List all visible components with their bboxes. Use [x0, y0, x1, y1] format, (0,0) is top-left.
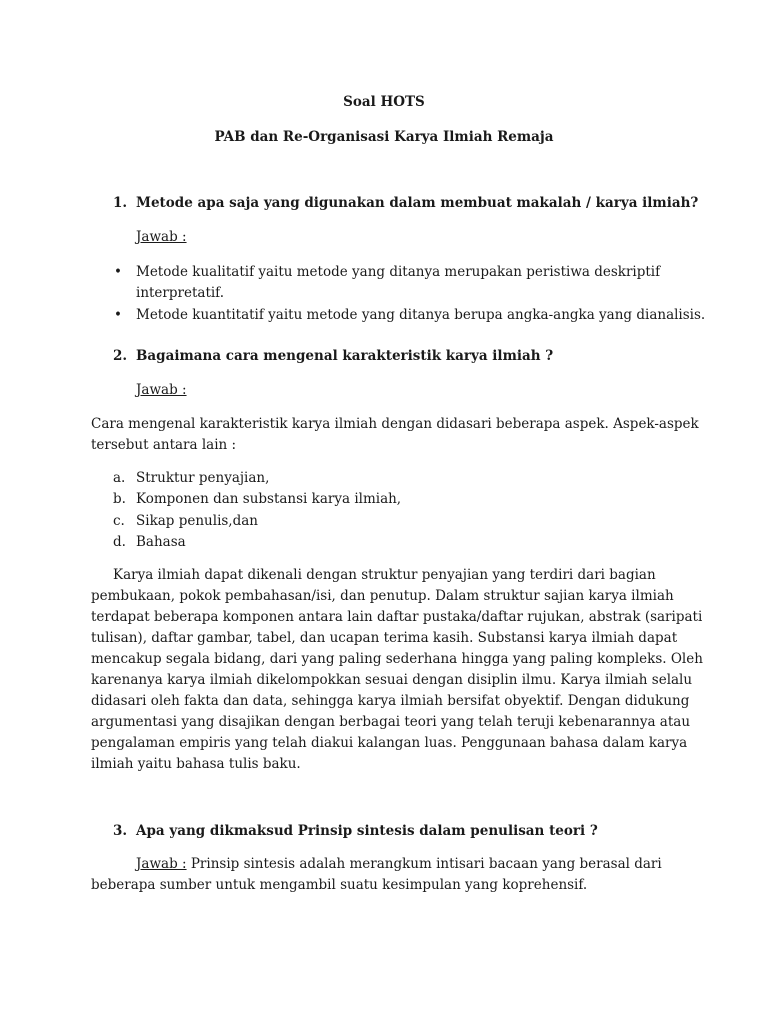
list-item: Bahasa: [136, 534, 186, 550]
list-marker: b.: [113, 491, 126, 507]
q2-question: Bagaimana cara mengenal karakteristik karya ilmiah ?: [136, 348, 554, 364]
q3-answer-text: Prinsip sintesis adalah merangkum intisari bacaan yang berasal dari: [186, 856, 662, 872]
list-marker: d.: [113, 534, 126, 550]
list-item: Komponen dan substansi karya ilmiah,: [136, 491, 402, 507]
q1-bullet-1-line2: interpretatif.: [136, 285, 224, 301]
q2-paragraph-line: pengalaman empiris yang telah diakui kalangan luas. Penggunaan bahasa dalam karya: [91, 735, 688, 751]
list-item: Struktur penyajian,: [136, 470, 270, 486]
q3-answer-label: Jawab :: [136, 856, 187, 872]
q2-paragraph-line: ilmiah yaitu bahasa tulis baku.: [91, 756, 301, 772]
q2-paragraph-line: mencakup segala bidang, dari yang paling sederhana hingga yang paling kompleks. Oleh: [91, 651, 703, 667]
q3-question: Apa yang dikmaksud Prinsip sintesis dalam penulisan teori ?: [136, 823, 598, 839]
q2-intro-line-1: Cara mengenal karakteristik karya ilmiah dengan didasari beberapa aspek. Aspek-aspek: [91, 416, 699, 432]
q1-question: Metode apa saja yang digunakan dalam membuat makalah / karya ilmiah?: [136, 195, 699, 211]
q2-paragraph-line: didasari oleh fakta dan data, sehingga karya ilmiah bersifat obyektif. Dengan didukung: [91, 693, 690, 709]
q2-number: 2.: [113, 348, 128, 364]
bullet-icon: •: [114, 264, 122, 280]
q3-number: 3.: [113, 823, 128, 839]
bullet-icon: •: [114, 307, 122, 323]
q1-bullet-1-line1: Metode kualitatif yaitu metode yang ditanya merupakan peristiwa deskriptif: [136, 264, 661, 280]
q2-paragraph-line: argumentasi yang disajikan dengan berbagai teori yang telah teruji kebenarannya atau: [91, 714, 691, 730]
doc-title: Soal HOTS: [343, 94, 425, 110]
q3-answer-line-1: [136, 856, 662, 872]
q1-bullet-2: Metode kuantitatif yaitu metode yang ditanya berupa angka-angka yang dianalisis.: [136, 307, 706, 323]
q2-answer-label: Jawab :: [136, 382, 187, 398]
q2-paragraph-line: terdapat beberapa komponen antara lain daftar pustaka/daftar rujukan, abstrak (saripati: [91, 609, 703, 625]
q2-intro-line-2: tersebut antara lain :: [91, 437, 237, 453]
list-marker: a.: [113, 470, 126, 486]
list-marker: c.: [113, 513, 125, 529]
q3-answer-line-2: beberapa sumber untuk mengambil suatu kesimpulan yang koprehensif.: [91, 877, 588, 893]
q2-paragraph-line: tulisan), daftar gambar, tabel, dan ucapan terima kasih. Substansi karya ilmiah dapat: [91, 630, 678, 646]
list-item: Sikap penulis,dan: [136, 513, 258, 529]
q1-number: 1.: [113, 195, 128, 211]
q2-paragraph-line: karenanya karya ilmiah dikelompokkan sesuai dengan disiplin ilmu. Karya ilmiah selalu: [91, 672, 693, 688]
doc-subtitle: PAB dan Re-Organisasi Karya Ilmiah Remaja: [214, 129, 554, 145]
q1-answer-label: Jawab :: [136, 229, 187, 245]
q2-paragraph-line: Karya ilmiah dapat dikenali dengan struktur penyajian yang terdiri dari bagian: [113, 567, 656, 583]
q2-paragraph-line: pembukaan, pokok pembahasan/isi, dan penutup. Dalam struktur sajian karya ilmiah: [91, 588, 674, 604]
